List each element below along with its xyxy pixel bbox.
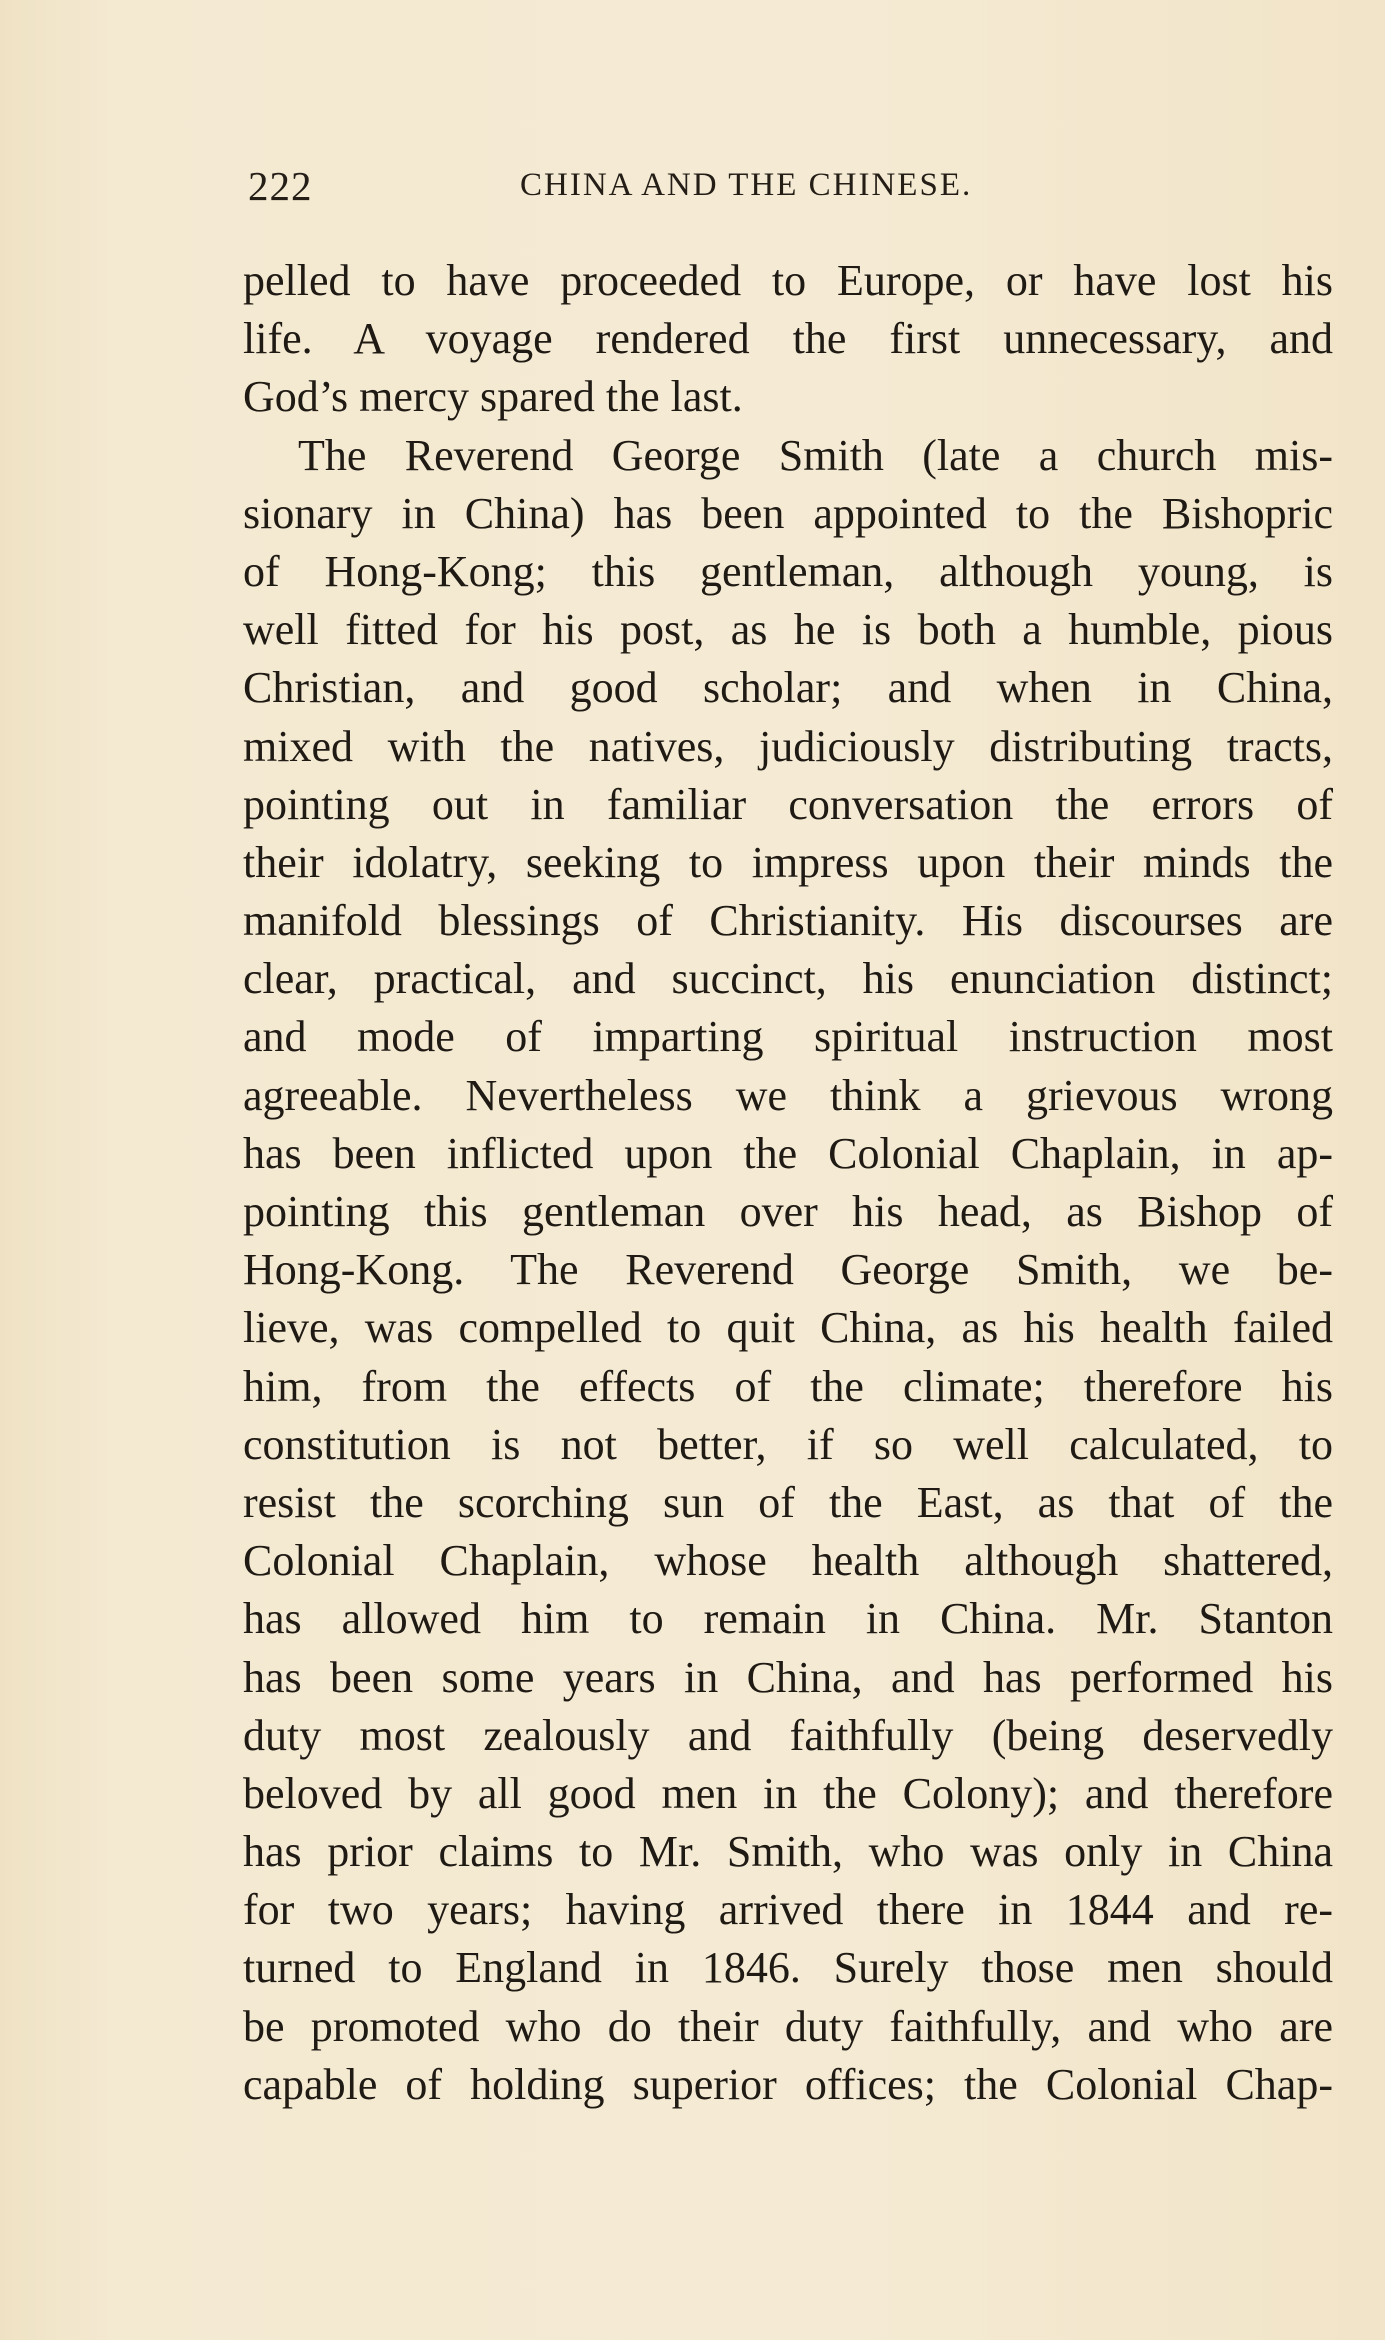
text-line: agreeable. Nevertheless we think a grievous wrong bbox=[243, 1070, 1333, 1120]
text-line: be promoted who do their duty faithfully, and who are bbox=[243, 2001, 1333, 2051]
text-line: God’s mercy spared the last. bbox=[243, 372, 743, 422]
paragraph-1 bbox=[243, 252, 1333, 427]
text-line: their idolatry, seeking to impress upon their minds the bbox=[243, 837, 1333, 887]
text-line: pelled to have proceeded to Europe, or have lost his bbox=[243, 256, 1333, 305]
text-line: manifold blessings of Christianity. His discourses are bbox=[243, 896, 1333, 946]
text-line: capable of holding superior offices; the Colonial Chap- bbox=[243, 2059, 1333, 2109]
text-line: for two years; having arrived there in 1844 and re- bbox=[243, 1885, 1333, 1935]
text-line: The Reverend George Smith (late a church mis- bbox=[298, 430, 1333, 480]
text-line: Colonial Chaplain, whose health although shattered, bbox=[243, 1536, 1333, 1586]
text-line: clear, practical, and succinct, his enunciation distinct; bbox=[243, 954, 1333, 1004]
running-title: CHINA AND THE CHINESE. bbox=[520, 167, 973, 203]
text-line: him, from the effects of the climate; therefore his bbox=[243, 1361, 1333, 1411]
text-line: Hong-Kong. The Reverend George Smith, we be- bbox=[243, 1245, 1333, 1295]
paragraph-2 bbox=[243, 427, 1333, 2114]
text-line: pointing out in familiar conversation the errors of bbox=[243, 779, 1333, 829]
text-line: duty most zealously and faithfully (being deservedly bbox=[243, 1710, 1333, 1760]
text-line: has been inflicted upon the Colonial Chaplain, in ap- bbox=[243, 1128, 1333, 1178]
text-line: and mode of imparting spiritual instruction most bbox=[243, 1012, 1333, 1062]
text-line: constitution is not better, if so well calculated, to bbox=[243, 1419, 1333, 1469]
page-header bbox=[248, 162, 1338, 212]
text-line: beloved by all good men in the Colony); and therefore bbox=[243, 1768, 1333, 1818]
text-line: life. A voyage rendered the first unnecessary, and bbox=[243, 314, 1333, 364]
text-line: turned to England in 1846. Surely those men should bbox=[243, 1943, 1333, 1993]
text-line: resist the scorching sun of the East, as that of the bbox=[243, 1477, 1333, 1527]
text-line: well fitted for his post, as he is both a humble, pious bbox=[243, 605, 1333, 655]
page-number: 222 bbox=[248, 163, 313, 209]
text-line: sionary in China) has been appointed to the Bishopric bbox=[243, 488, 1333, 538]
text-line: lieve, was compelled to quit China, as his health failed bbox=[243, 1303, 1333, 1353]
body-text bbox=[243, 252, 1333, 2114]
text-line: mixed with the natives, judiciously distributing tracts, bbox=[243, 721, 1333, 771]
text-line: Christian, and good scholar; and when in China, bbox=[243, 663, 1333, 713]
text-line: of Hong-Kong; this gentleman, although young, is bbox=[243, 546, 1333, 596]
text-line: pointing this gentleman over his head, as Bishop of bbox=[243, 1187, 1333, 1236]
text-line: has been some years in China, and has performed his bbox=[243, 1652, 1333, 1702]
text-line: has allowed him to remain in China. Mr. Stanton bbox=[243, 1594, 1333, 1644]
text-line: has prior claims to Mr. Smith, who was only in China bbox=[243, 1827, 1333, 1877]
